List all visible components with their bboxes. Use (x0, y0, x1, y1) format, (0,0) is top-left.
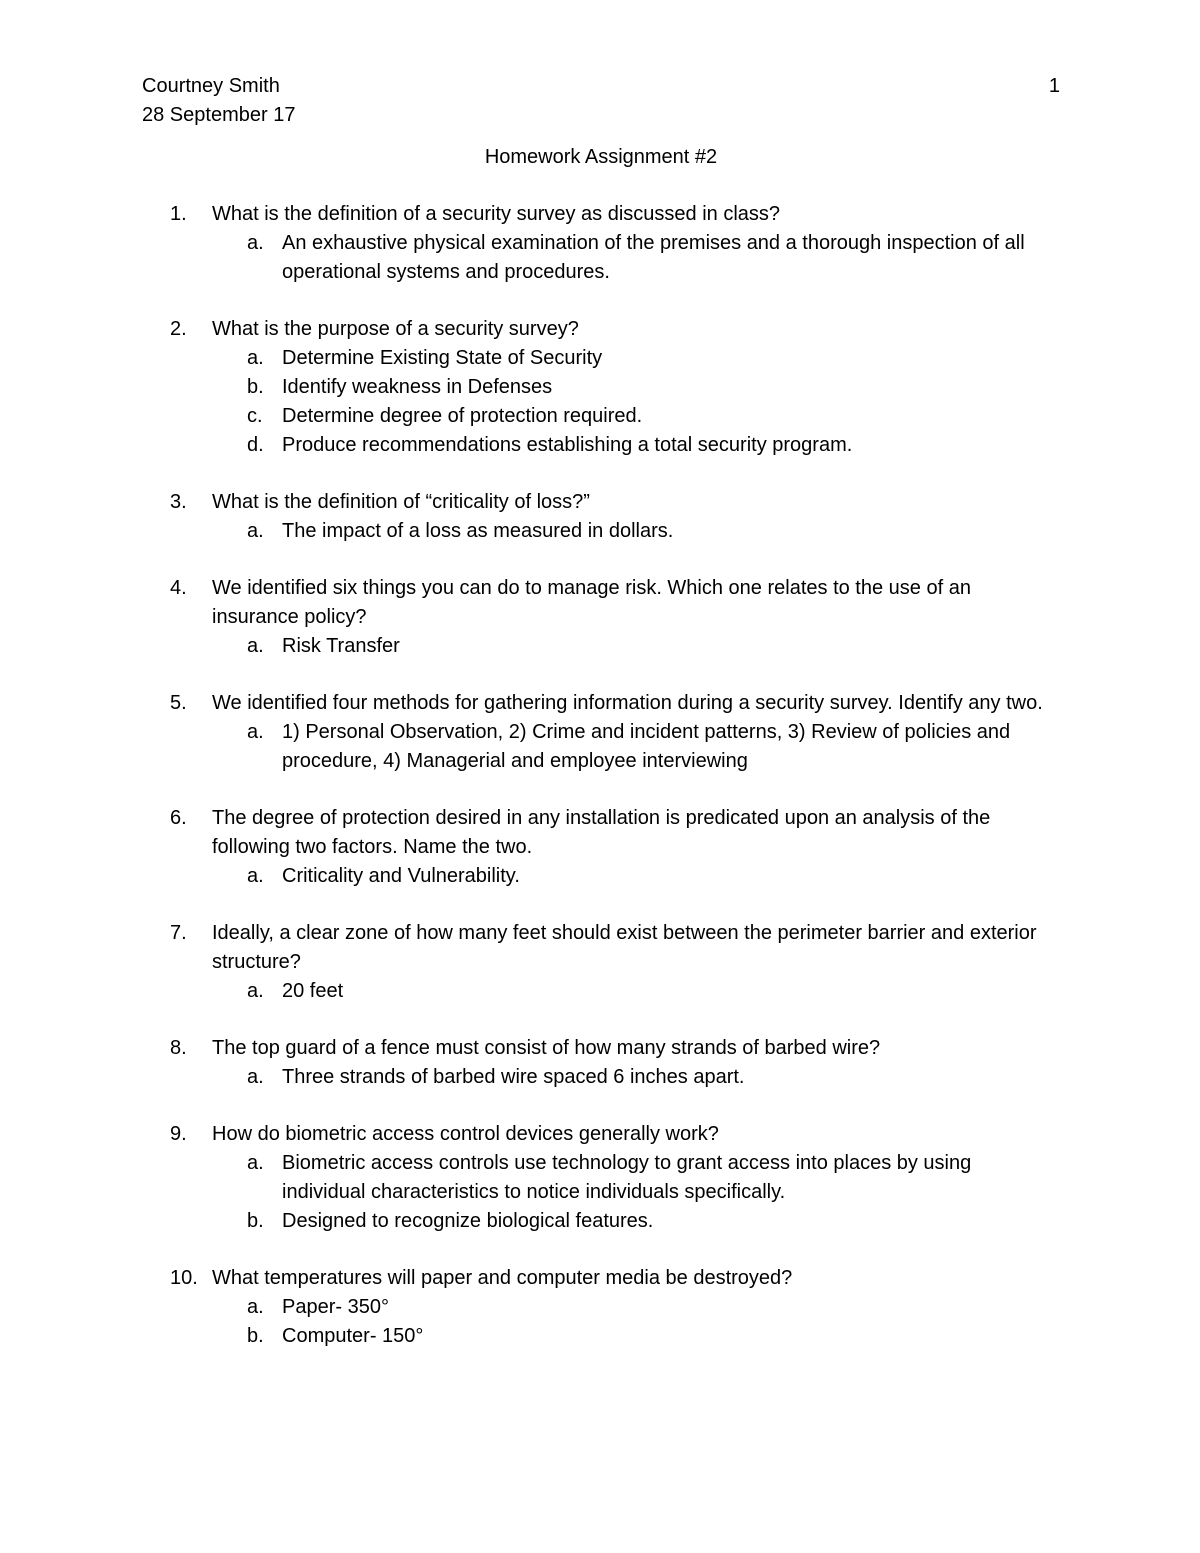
answer-text: Determine degree of protection required. (282, 405, 643, 427)
answer-text: Determine Existing State of Security (282, 347, 603, 369)
question-item (142, 574, 1060, 661)
question-item (142, 919, 1060, 1006)
document-header (142, 72, 1060, 130)
answer-letter: a. (247, 1296, 264, 1318)
question-text: What temperatures will paper and computer media be destroyed? (212, 1267, 793, 1289)
answer-text: Criticality and Vulnerability. (282, 865, 520, 887)
answer-letter: a. (247, 721, 264, 743)
question-number: 1. (170, 203, 187, 225)
question-item (142, 689, 1060, 776)
answer-list (212, 977, 1060, 1006)
question-item (142, 804, 1060, 891)
answer-text: 20 feet (282, 980, 344, 1002)
question-text: The degree of protection desired in any installation is predicated upon an analysis of the following two factors. Name the two. (212, 807, 991, 858)
question-number: 9. (170, 1123, 187, 1145)
answer-letter: a. (247, 1066, 264, 1088)
answer-text: Produce recommendations establishing a total security program. (282, 434, 853, 456)
answer-item (212, 402, 1060, 431)
answer-list (212, 229, 1060, 287)
question-number: 4. (170, 577, 187, 599)
document-date: 28 September 17 (142, 104, 296, 126)
answer-item (212, 977, 1060, 1006)
question-text: Ideally, a clear zone of how many feet should exist between the perimeter barrier and exterior structure? (212, 922, 1037, 973)
question-item (142, 1120, 1060, 1236)
question-item (142, 1034, 1060, 1092)
question-item (142, 200, 1060, 287)
question-number: 5. (170, 692, 187, 714)
question-text: We identified four methods for gathering information during a security survey. Identify any two. (212, 692, 1043, 714)
answer-list (212, 517, 1060, 546)
answer-text: Paper- 350° (282, 1296, 389, 1318)
answer-item (212, 862, 1060, 891)
question-number: 2. (170, 318, 187, 340)
answer-list (212, 718, 1060, 776)
answer-text: Identify weakness in Defenses (282, 376, 553, 398)
answer-text: Risk Transfer (282, 635, 400, 657)
answer-text: Biometric access controls use technology to grant access into places by using individual characteristics to notice individuals specifically. (282, 1152, 972, 1203)
answer-item (212, 344, 1060, 373)
answer-letter: a. (247, 520, 264, 542)
question-text: The top guard of a fence must consist of how many strands of barbed wire? (212, 1037, 881, 1059)
answer-item (212, 373, 1060, 402)
answer-item (212, 517, 1060, 546)
answer-text: Designed to recognize biological features. (282, 1210, 654, 1232)
answer-item (212, 632, 1060, 661)
answer-item (212, 1063, 1060, 1092)
question-item (142, 488, 1060, 546)
answer-item (212, 1322, 1060, 1351)
question-number: 3. (170, 491, 187, 513)
answer-list (212, 1149, 1060, 1236)
answer-item (212, 229, 1060, 287)
answer-item (212, 1149, 1060, 1207)
answer-list (212, 632, 1060, 661)
answer-letter: a. (247, 1152, 264, 1174)
question-number: 6. (170, 807, 187, 829)
answer-list (212, 1063, 1060, 1092)
answer-list (212, 1293, 1060, 1351)
answer-item (212, 1207, 1060, 1236)
answer-text: Three strands of barbed wire spaced 6 inches apart. (282, 1066, 745, 1088)
question-item (142, 1264, 1060, 1351)
answer-list (212, 344, 1060, 460)
question-number: 10. (170, 1267, 198, 1289)
document-title: Homework Assignment #2 (484, 146, 718, 168)
question-list (142, 200, 1060, 1379)
answer-letter: b. (247, 376, 264, 398)
answer-letter: a. (247, 865, 264, 887)
question-text: How do biometric access control devices generally work? (212, 1123, 719, 1145)
question-text: We identified six things you can do to manage risk. Which one relates to the use of an insurance policy? (212, 577, 971, 628)
answer-item (212, 1293, 1060, 1322)
answer-letter: a. (247, 635, 264, 657)
question-item (142, 315, 1060, 460)
answer-text: The impact of a loss as measured in dollars. (282, 520, 674, 542)
answer-letter: d. (247, 434, 264, 456)
question-text: What is the purpose of a security survey? (212, 318, 579, 340)
answer-item (212, 431, 1060, 460)
question-text: What is the definition of “criticality of loss?” (212, 491, 590, 513)
answer-text: An exhaustive physical examination of the premises and a thorough inspection of all operational systems and procedures. (282, 232, 1025, 283)
question-number: 7. (170, 922, 187, 944)
answer-letter: a. (247, 347, 264, 369)
author-name: Courtney Smith (142, 75, 280, 97)
answer-letter: b. (247, 1210, 264, 1232)
answer-letter: b. (247, 1325, 264, 1347)
answer-list (212, 862, 1060, 891)
answer-letter: a. (247, 232, 264, 254)
answer-item (212, 718, 1060, 776)
question-text: What is the definition of a security survey as discussed in class? (212, 203, 781, 225)
answer-letter: c. (247, 405, 263, 427)
page-number: 1 (1048, 75, 1060, 97)
answer-text: Computer- 150° (282, 1325, 424, 1347)
answer-letter: a. (247, 980, 264, 1002)
answer-text: 1) Personal Observation, 2) Crime and incident patterns, 3) Review of policies and procedure, 4) Managerial and employee interviewing (282, 721, 1011, 772)
question-number: 8. (170, 1037, 187, 1059)
